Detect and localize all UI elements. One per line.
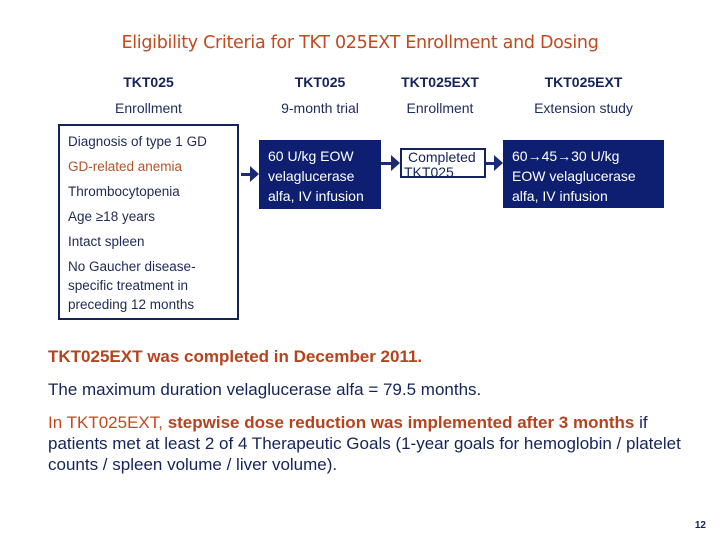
column-subheading: Extension study xyxy=(534,100,633,116)
criterion-age: Age ≥18 years xyxy=(68,209,155,224)
column-heading: TKT025 xyxy=(294,74,346,90)
column-subheading: Enrollment xyxy=(406,100,474,116)
column-subheading: Enrollment xyxy=(115,100,182,116)
column-heading: TKT025 xyxy=(123,74,174,90)
trial-dose-line: 60 U/kg EOW xyxy=(268,148,354,164)
completed-label: Completed xyxy=(408,149,476,165)
column-header-extension-study xyxy=(503,74,664,116)
criterion-no-prior-treatment: No Gaucher disease-specific treatment in preceding 12 months xyxy=(68,259,196,312)
column-subheading: 9-month trial xyxy=(281,100,359,116)
arrow-right-icon xyxy=(381,162,398,165)
extension-dose-line: 60→45→30 U/kg xyxy=(512,148,620,164)
completed-study: TKT025 xyxy=(404,164,454,178)
criterion-thrombocytopenia: Thrombocytopenia xyxy=(68,184,180,199)
trial-drug-line: velaglucerase xyxy=(268,168,355,184)
column-heading: TKT025EXT xyxy=(544,74,623,90)
column-header-tkt025-enrollment xyxy=(58,74,239,116)
trial-dosing-box xyxy=(259,140,381,209)
dose-reduction-detail: if patients met at least 2 of 4 Therapeutic Goals (1-year goals for hemoglobin / platelet counts / spleen volume / liver volume). xyxy=(48,413,681,474)
arrow-right-icon xyxy=(241,173,257,176)
extension-route-line: alfa, IV infusion xyxy=(512,188,608,204)
extension-dosing-box xyxy=(503,140,664,208)
dose-reduction-prefix: In TKT025EXT, xyxy=(48,413,163,432)
criterion-intact-spleen: Intact spleen xyxy=(68,234,145,249)
arrow-right-icon xyxy=(486,162,501,165)
trial-route-line: alfa, IV infusion xyxy=(268,188,364,204)
completed-tkt025-box xyxy=(400,148,486,178)
column-header-ext-enrollment xyxy=(385,74,495,116)
column-heading: TKT025EXT xyxy=(401,74,479,90)
column-header-tkt025-trial xyxy=(259,74,381,116)
dose-reduction-statement xyxy=(48,412,688,475)
criterion-anemia: GD-related anemia xyxy=(68,159,183,174)
eligibility-criteria-box xyxy=(58,124,239,320)
slide-title: Eligibility Criteria for TKT 025EXT Enrollment and Dosing xyxy=(121,33,599,53)
criterion-diagnosis: Diagnosis of type 1 GD xyxy=(68,134,207,149)
completion-statement: TKT025EXT was completed in December 2011. xyxy=(48,347,423,366)
page-number: 12 xyxy=(694,520,706,531)
dose-reduction-emphasis: stepwise dose reduction was implemented after 3 months xyxy=(162,413,635,432)
extension-drug-line: EOW velaglucerase xyxy=(512,168,636,184)
max-duration-statement: The maximum duration velaglucerase alfa = 79.5 months. xyxy=(48,380,482,399)
